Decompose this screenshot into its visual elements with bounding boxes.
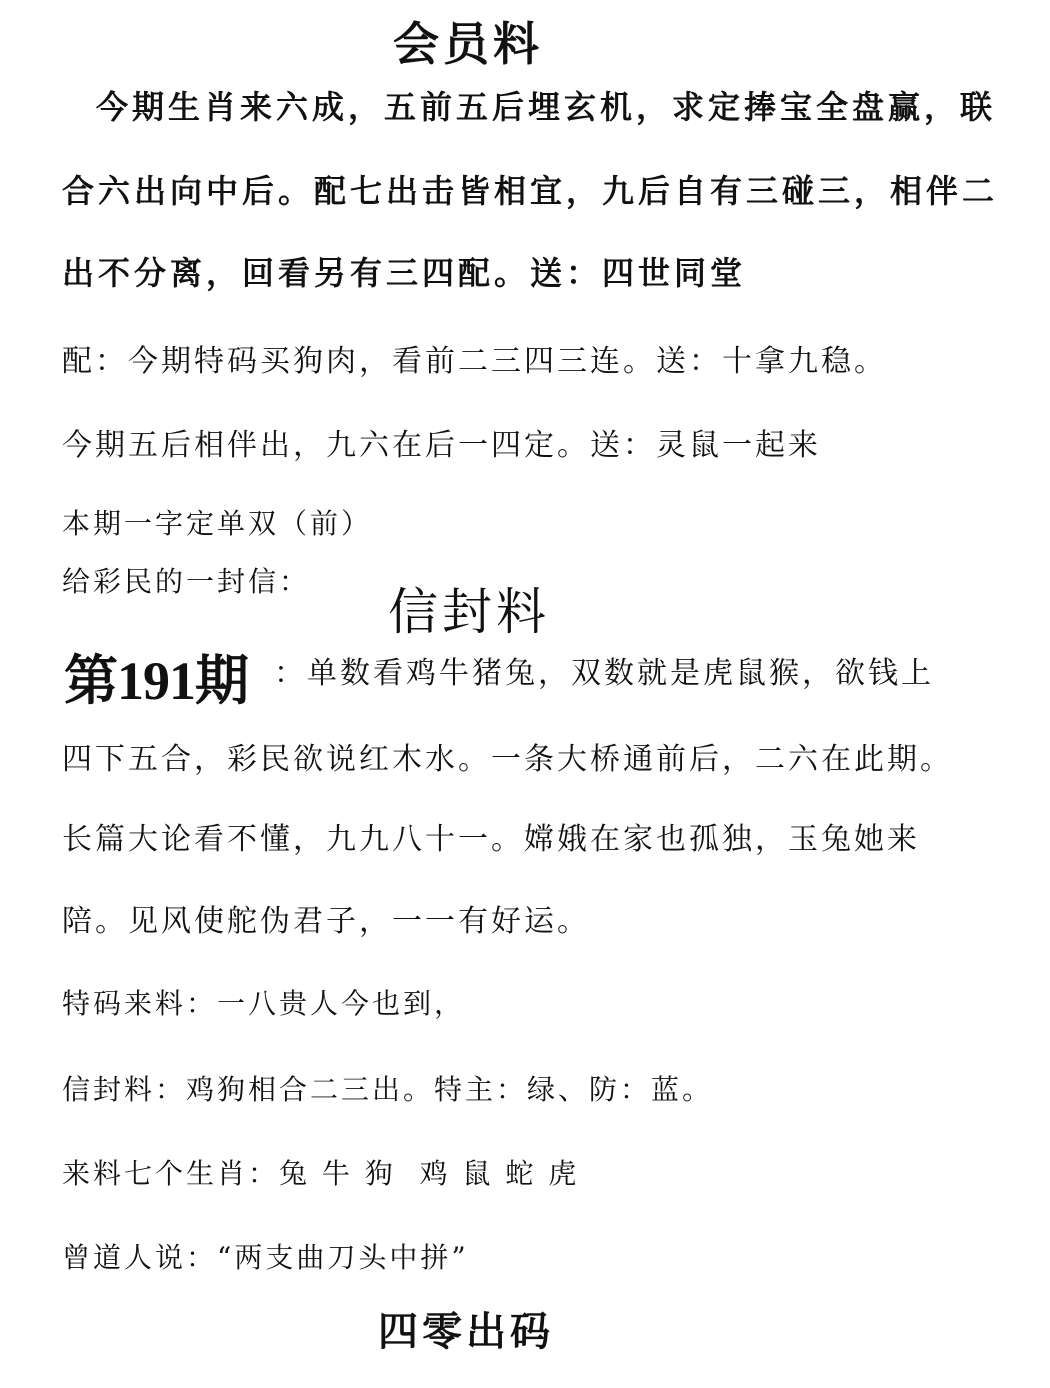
pei-line: 配：今期特码买狗肉，看前二三四三连。送：十拿九稳。: [62, 344, 887, 379]
envelope-line-3: 长篇大论看不懂，九九八十一。嫦娥在家也孤独，玉兔她来: [62, 822, 920, 857]
bottom-title: 四零出码: [378, 1308, 554, 1355]
member-section-title: 会员料: [393, 17, 543, 71]
poem-line-1: 今期生肖来六成，五前五后埋玄机，求定捧宝全盘赢，联: [96, 88, 997, 126]
letter-label: 给彩民的一封信：: [62, 565, 311, 598]
odd-even-line: 本期一字定单双（前）: [62, 507, 373, 540]
issue-number: 第191期: [64, 651, 248, 711]
poem-line-3: 出不分离，回看另有三四配。送：四世同堂: [62, 254, 747, 292]
envelope-section-title: 信封料: [388, 583, 550, 641]
seven-zodiac-line: 来料七个生肖：兔 牛 狗 鸡 鼠 蛇 虎: [62, 1157, 580, 1190]
envelope-line-1: ：单数看鸡牛猪兔，双数就是虎鼠猴，欲钱上: [274, 656, 934, 691]
envelope-line-4: 陪。见风使舵伪君子，一一有好运。: [62, 904, 590, 939]
special-code-line: 特码来料：一八贵人今也到，: [62, 987, 466, 1020]
envelope-line-2: 四下五合，彩民欲说红木水。一条大桥通前后，二六在此期。: [62, 742, 953, 777]
poem-line-2: 合六出向中后。配七出击皆相宜，九后自有三碰三，相伴二: [62, 172, 999, 210]
five-after-line: 今期五后相伴出，九六在后一四定。送：灵鼠一起来: [62, 428, 821, 463]
envelope-material-line: 信封料：鸡狗相合二三出。特主：绿、防：蓝。: [62, 1073, 714, 1106]
taoist-line: 曾道人说：“两支曲刀头中拼”: [62, 1241, 469, 1274]
